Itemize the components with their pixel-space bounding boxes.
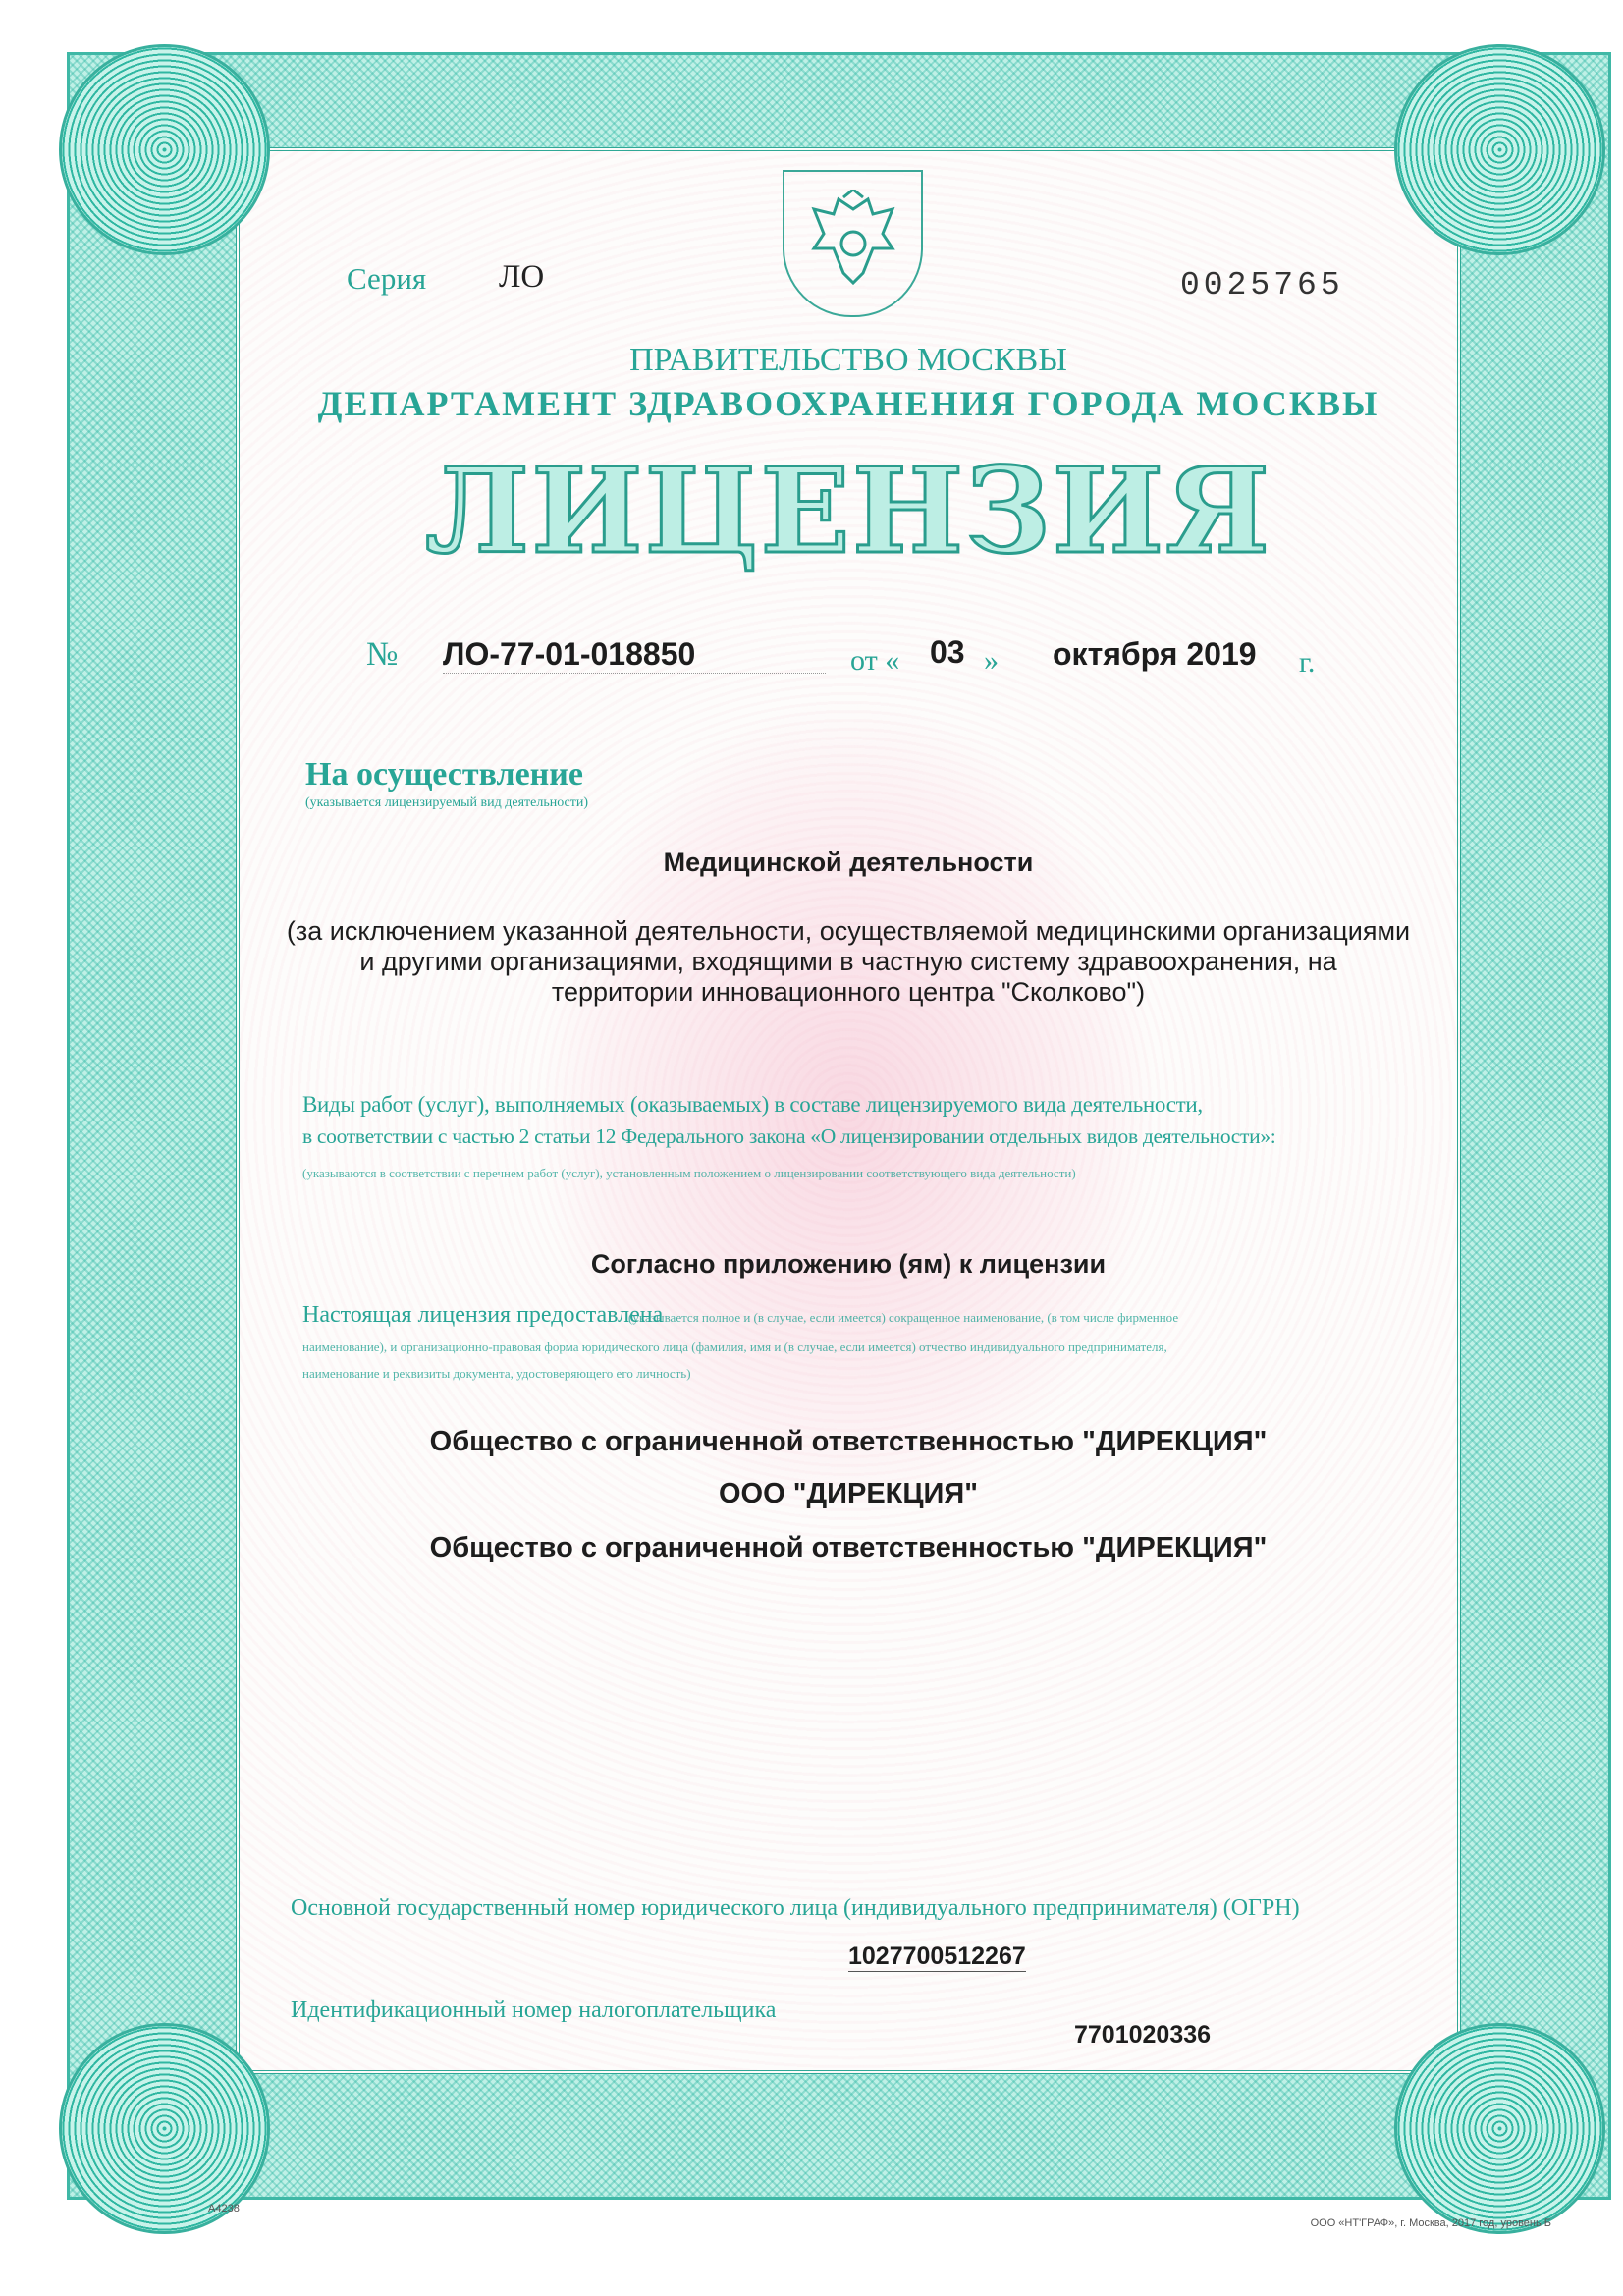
works-label-line: Виды работ (услуг), выполняемых (оказываемых) в составе лицензируемого вида деятельности, [302,1092,1203,1117]
license-month-year: октября 2019 [1053,636,1257,672]
corner-rosette [1394,2023,1605,2234]
activity-detail-line: (за исключением указанной деятельности, осуществляемой медицинскими организациями [286,916,1411,946]
activity-detail-line: и другими организациями, входящими в частную систему здравоохранения, на [359,947,1337,976]
activity-details [236,916,1461,1008]
blank-number: 0025765 [1180,267,1344,303]
license-day: 03 [930,634,965,670]
licensee-label: Настоящая лицензия предоставлена [302,1302,664,1328]
licensee-firm-name: Общество с ограниченной ответственностью "ДИРЕКЦИЯ" [429,1532,1268,1563]
ogrn-label: Основной государственный номер юридического лица (индивидуального предпринимателя) (ОГРН) [291,1895,1300,1921]
activity-caption: (указывается лицензируемый вид деятельности) [305,795,589,810]
works-label [302,1088,1392,1153]
printer-imprint: ООО «НТ'ГРАФ», г. Москва, 2017 год, уровень Б [1310,2217,1551,2229]
licensee-full-name: Общество с ограниченной ответственностью "ДИРЕКЦИЯ" [429,1426,1268,1457]
license-number: ЛО-77-01-018850 [443,636,826,674]
licensee-caption-line: наименование), и организационно-правовая форма юридического лица (фамилия, имя и (в случае, если имеется) отчество индивидуального предпринимателя, [302,1339,1167,1354]
corner-rosette [59,44,270,255]
licensee-caption-line: наименование и реквизиты документа, удостоверяющего его личность) [302,1366,691,1381]
licensee-short-name: ООО "ДИРЕКЦИЯ" [719,1478,978,1509]
series-value: ЛО [499,259,545,295]
authority: ПРАВИТЕЛЬСТВО МОСКВЫ [629,342,1067,378]
corner-rosette [1394,44,1605,255]
year-suffix: г. [1299,646,1316,679]
ogrn-value: 1027700512267 [848,1942,1026,1970]
form-code: А4238 [208,2203,240,2214]
quote-close: » [984,644,999,677]
activity-name: Медицинской деятельности [663,847,1034,877]
department: ДЕПАРТАМЕНТ ЗДРАВООХРАНЕНИЯ ГОРОДА МОСКВЫ [317,384,1380,423]
works-caption: (указываются в соответствии с перечнем работ (услуг), установленным положением о лицензировании соответствующего вида деятельности) [302,1166,1076,1180]
activity-label: На осуществление [305,756,583,793]
inn-label: Идентификационный номер налогоплательщика [291,1997,777,2023]
activity-detail-line: территории инновационного центра "Сколково") [551,977,1146,1007]
coat-of-arms-icon [783,170,923,317]
works-label-line: в соответствии с частью 2 статьи 12 Федерального закона «О лицензировании отдельных видов деятельности»: [302,1124,1276,1148]
document-title: ЛИЦЕНЗИЯ [424,442,1272,580]
from-label: от « [850,644,900,677]
works-value: Согласно приложению (ям) к лицензии [590,1249,1107,1279]
series-label: Серия [347,261,427,296]
licensee-caption-line: (указывается полное и (в случае, если имеется) сокращенное наименование, (в том числе фирменное [628,1310,1179,1325]
inn-value: 7701020336 [1074,2021,1212,2049]
number-label: № [366,636,399,673]
